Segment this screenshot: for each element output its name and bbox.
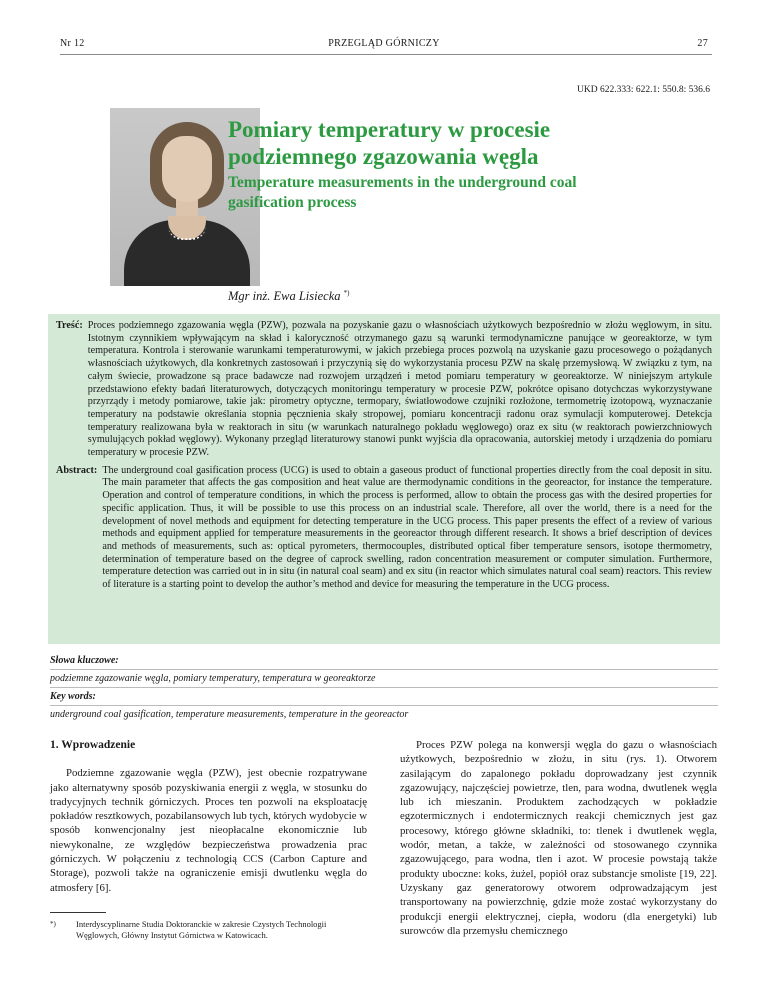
author-label: Mgr inż. Ewa Lisiecka: [228, 289, 341, 304]
abstract-polish: [56, 320, 712, 460]
article-title-english: Temperature measurements in the underground coal gasification process: [228, 174, 577, 211]
body-column-right: [400, 738, 717, 938]
abstract-polish-label: Treść:: [56, 320, 83, 331]
keywords-divider: [50, 669, 718, 670]
keywords-english-heading: Key words:: [50, 691, 96, 702]
author-footnote-mark: *): [343, 289, 350, 297]
keywords-divider: [50, 687, 718, 688]
udk-classification: UKD 622.333: 622.1: 550.8: 536.6: [577, 85, 710, 95]
footnote-text: Interdyscyplinarne Studia Doktoranckie w zakresie Czystych Technologii Węglowych, Główny Instytut Górnictwa w Katowicach.: [76, 919, 327, 940]
keywords-divider: [50, 705, 718, 706]
body-paragraph: Podziemne zgazowanie węgla (PZW), jest obecnie rozpatrywane jako alternatywny sposób pozyskiwania energii z węgla, w stosunku do tradycyjnych technik górniczych. Proces ten pozwoli na eksploatację pokładów resztkowych, pozabilansowych lub tych, których wydobycie w sposób konwencjonalny jest nieopłacalne ekonomicznie lub niewykonalne, ze względów bezpieczeństwa prowadzenia prac górniczych. W połączeniu z technologią CCS (Carbon Capture and Storage), pozwoli także na ograniczenie emisji dwutlenku węgla do atmosfery [6].: [50, 767, 367, 894]
footnote-divider: [50, 912, 106, 913]
abstract-english-text: The underground coal gasification process (UCG) is used to obtain a gaseous product of functional properties directly from the coal deposit in situ. The main parameter that affects the gas composition and heat value are thermodynamic conditions in the georeactor, for instance the temperature. Operation and control of temperature conditions, in which the process is performed, allow to obtain the process gas with the desired properties for specific application. Thus, it will be possible to use this process on an industrial scale. Therefore, all over the world, there is a need for the development of novel methods and equipment for detecting temperature in the UCG process. This paper presents the effect of a review of various methods and equipment applied for temperature measurements in the georeactor through different research. It shows a brief description of devices and methods of measurements, such as: optical pyrometers, thermocouples, distributed optical fiber temperature sensors, isotope thermometry, determination of temperature based on the degree of caprock swelling, radon concentration measurement or computer simulation. Furthermore, temperature detection was carried out in in situ (in natural coal seam) and ex situ (in reactor which simulates natural coal seam) reactors. This review of literature is a starting point to develop the author’s method and device for measuring the temperature in the UCG process.: [102, 464, 712, 591]
abstract-english-label: Abstract:: [56, 464, 98, 476]
author-name: [228, 289, 349, 304]
body-paragraph: Proces PZW polega na konwersji węgla do gazu o własnościach użytkowych, bezpośrednio w złożu, in situ (rys. 1). Otworem zasilającym do zapalonego pokładu doprowadzany jest czynnik zgazowujący, najczęściej powietrze, tlen, para wodna, dwutlenek węgla lub ich mieszanin. Produktem zachodzących w pokładzie egzotermicznych i endotermicznych reakcji chemicznych jest gaz procesowy, którego główne składniki, to: tlenek i dwutlenek węgla, wodór, metan, a także, w zależności od stosowanego czynnika zgazowującego, para wodna, tlen i azot. W procesie powstają także produkty uboczne: koks, żużel, popiół oraz substancje smoliste [19, 22]. Uzyskany gaz generatorowy otworem odprowadzającym jest transportowany na powierzchnię, gdzie może zostać wykorzystany do produkcji energii elektrycznej, ciepła, wodoru (dla energetyki) lub surowców dla przemysłu chemicznego: [400, 739, 717, 937]
section-heading: 1. Wprowadzenie: [50, 739, 136, 751]
footnote: [50, 919, 350, 941]
abstract-english: [56, 465, 712, 592]
issue-number: Nr 12: [60, 38, 85, 49]
keywords-english: underground coal gasification, temperature measurements, temperature in the georeactor: [50, 709, 409, 720]
article-title: Pomiary temperatury w procesie podziemnego zgazowania węgla: [228, 117, 551, 169]
journal-name: PRZEGLĄD GÓRNICZY: [328, 38, 440, 49]
keywords-polish-heading: Słowa kluczowe:: [50, 655, 119, 666]
footnote-mark: *): [50, 920, 56, 928]
header-divider: [60, 54, 712, 55]
abstract-polish-text: Proces podziemnego zgazowania węgla (PZW), pozwala na pozyskanie gazu o własnościach użytkowych bezpośrednio w złożu węglowym, in situ. Istotnym czynnikiem wpływającym na skład i kaloryczność otrzymanego gazu są warunki termodynamiczne panujące w georeaktorze, w tym temperatura. Kontrola i sterowanie warunkami temperaturowymi, w jakich przebiega proces pozwolą na uzyskanie gazu procesowego o pożądanych własnościach użytkowych, dla konkretnych zastosowań i przyczynią się do wykorzystania procesu PZW na skalę przemysłową. W związku z tym, na całym świecie, prowadzone są prace badawcze nad rozwojem urządzeń i metod pomiaru temperatury w georeaktorze. W niniejszym artykule przedstawiono efekty badań literaturowych, dotyczących monitoringu temperatury w procesie PZW, pokrótce opisano dotychczas wykorzystywane przyrządy i metody pomiarowe, takie jak: pirometry optyczne, termopary, światłowodowe czujniki rozłożone, termometrię izotopową, wyznaczanie temperatury na podstawie określania stopnia pęcznienia skały stropowej, pomiaru koncentracji radonu oraz symulacji komputerowej. Detekcja temperatury realizowana była w reaktorach in situ (w warunkach naturalnego pokładu węglowego) oraz ex situ (w reaktorach powierzchniowych symulujących pokład węglowy). Wykonany przegląd literaturowy stanowi punkt wyjścia dla opracowania, autorskiej metody i urządzenia do pomiaru temperatury w procesie PZW.: [87, 320, 712, 459]
keywords-polish: podziemne zgazowanie węgla, pomiary temperatury, temperatura w georeaktorze: [50, 673, 376, 684]
body-column-left: [50, 738, 367, 895]
abstract-box: [48, 314, 720, 644]
page-number: 27: [697, 38, 708, 49]
